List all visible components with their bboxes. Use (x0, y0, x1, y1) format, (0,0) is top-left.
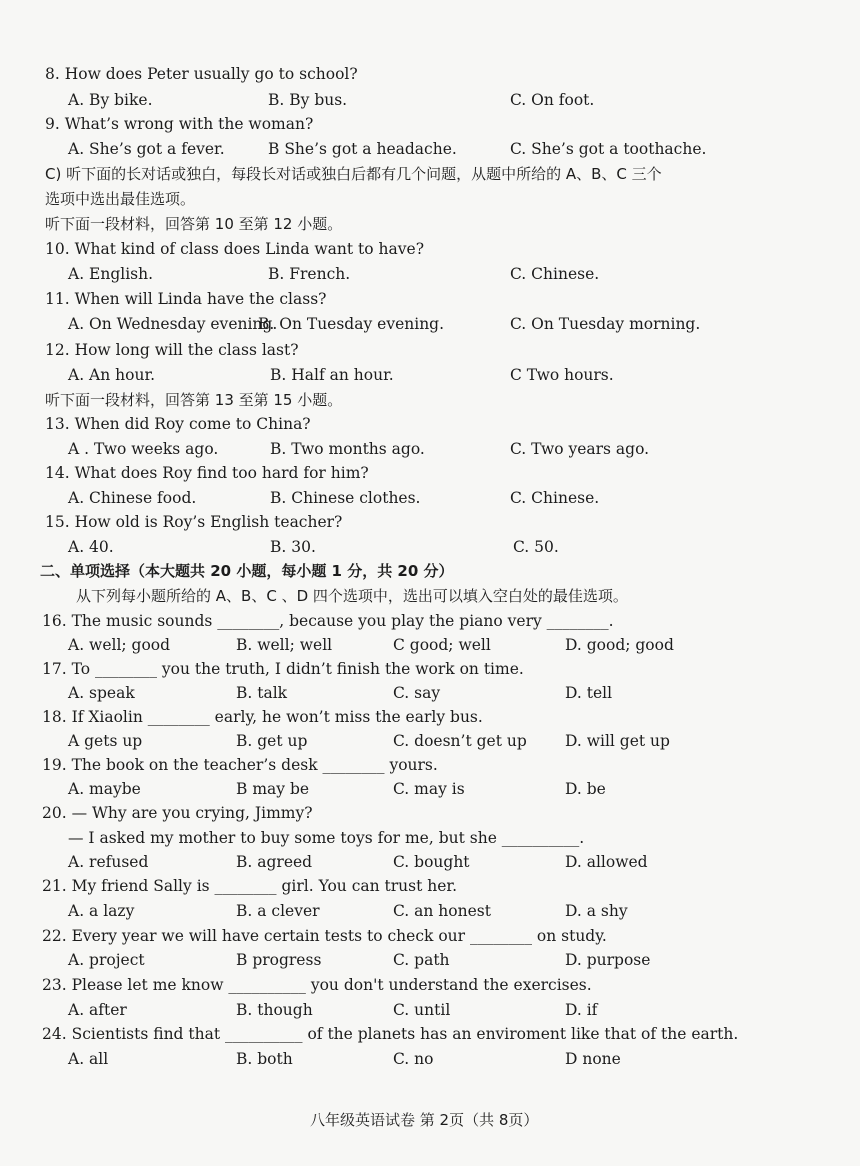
question-20-options (0, 850, 860, 874)
question-24 (0, 1022, 860, 1046)
section-c-instruction (0, 162, 860, 186)
option-a: A. all (68, 1050, 109, 1068)
option-d: D. purpose (565, 951, 651, 969)
option-c: C. path (393, 951, 450, 969)
option-c: C. Chinese. (510, 265, 600, 283)
option-b: B. agreed (236, 853, 313, 871)
question-15 (0, 510, 860, 534)
option-a: A. maybe (68, 780, 141, 798)
option-c: C. an honest (393, 902, 491, 920)
question-12-options (0, 363, 860, 387)
question-text: 11. When will Linda have the class? (45, 290, 327, 308)
question-text: 10. What kind of class does Linda want to have? (45, 240, 425, 258)
question-text: 16. The music sounds ________, because you play the piano very ________. (42, 612, 614, 630)
option-a: A. project (68, 951, 145, 969)
option-b: B may be (236, 780, 310, 798)
option-b: B. By bus. (268, 91, 348, 109)
question-text: 17. To ________ you the truth, I didn’t finish the work on time. (42, 660, 524, 678)
option-a: A. refused (68, 853, 149, 871)
question-21-options (0, 899, 860, 923)
question-9-options (0, 137, 860, 161)
option-c: C. Two years ago. (510, 440, 650, 458)
question-text: 12. How long will the class last? (45, 341, 299, 359)
question-17-options (0, 681, 860, 705)
option-b: B progress (236, 951, 322, 969)
option-c: C. doesn’t get up (393, 732, 527, 750)
question-8-options (0, 88, 860, 112)
option-d: D. be (565, 780, 606, 798)
question-10 (0, 237, 860, 261)
question-20-reply (0, 826, 860, 850)
option-d: D none (565, 1050, 621, 1068)
option-c: C. On foot. (510, 91, 595, 109)
option-d: D. if (565, 1001, 598, 1019)
question-text: 9. What’s wrong with the woman? (45, 115, 314, 133)
question-text: 23. Please let me know __________ you don't understand the exercises. (42, 976, 592, 994)
option-b: B. get up (236, 732, 308, 750)
question-13 (0, 412, 860, 436)
group-instruction: 听下面一段材料，回答第 13 至第 15 小题。 (45, 391, 343, 409)
option-b: B. 30. (270, 538, 316, 556)
option-b: B. though (236, 1001, 313, 1019)
option-a: A. a lazy (68, 902, 135, 920)
question-19-options (0, 777, 860, 801)
section-2-heading (0, 559, 860, 583)
question-15-options (0, 535, 860, 559)
instruction-line-1: C) 听下面的长对话或独白，每段长对话或独白后都有几个问题，从题中所给的 A、B、C 三个 (45, 165, 662, 183)
question-text: 8. How does Peter usually go to school? (45, 65, 358, 83)
option-a: A. English. (68, 265, 154, 283)
question-16 (0, 609, 860, 633)
option-c: C. 50. (513, 538, 559, 556)
question-text: 15. How old is Roy’s English teacher? (45, 513, 343, 531)
question-8 (0, 62, 860, 86)
question-text: 14. What does Roy find too hard for him? (45, 464, 369, 482)
question-11 (0, 287, 860, 311)
question-22 (0, 924, 860, 948)
group-1-instruction (0, 212, 860, 236)
option-a: A . Two weeks ago. (68, 440, 219, 458)
section-c-instruction-cont (0, 187, 860, 211)
question-22-options (0, 948, 860, 972)
question-24-options (0, 1047, 860, 1071)
question-14-options (0, 486, 860, 510)
option-a: A gets up (68, 732, 143, 750)
option-b: B. Half an hour. (270, 366, 394, 384)
question-10-options (0, 262, 860, 286)
option-a: A. 40. (68, 538, 114, 556)
question-text: 13. When did Roy come to China? (45, 415, 311, 433)
option-b: B. On Tuesday evening. (258, 315, 445, 333)
option-a: A. On Wednesday evening. (68, 315, 278, 333)
question-text: 19. The book on the teacher’s desk ________ yours. (42, 756, 438, 774)
option-c: C. On Tuesday morning. (510, 315, 701, 333)
option-a: A. By bike. (68, 91, 153, 109)
footer-text: 八年级英语试卷 第 2页（共 8页） (310, 1111, 539, 1129)
section-heading: 二、单项选择（本大题共 20 小题，每小题 1 分，共 20 分） (40, 562, 454, 580)
option-c: C. She’s got a toothache. (510, 140, 707, 158)
option-d: D. good; good (565, 636, 674, 654)
instruction-line-2: 选项中选出最佳选项。 (45, 190, 196, 208)
question-18-options (0, 729, 860, 753)
option-a: A. An hour. (68, 366, 156, 384)
option-a: A. after (68, 1001, 127, 1019)
option-d: D. a shy (565, 902, 628, 920)
question-23-options (0, 998, 860, 1022)
question-20 (0, 801, 860, 825)
question-12 (0, 338, 860, 362)
question-17 (0, 657, 860, 681)
option-b: B. a clever (236, 902, 320, 920)
option-c: C. until (393, 1001, 451, 1019)
option-b: B. Chinese clothes. (270, 489, 421, 507)
page-footer (0, 1108, 860, 1132)
question-11-options (0, 312, 860, 336)
option-c: C good; well (393, 636, 491, 654)
option-d: D. tell (565, 684, 613, 702)
question-text: 21. My friend Sally is ________ girl. You can trust her. (42, 877, 458, 895)
question-text: 18. If Xiaolin ________ early, he won’t miss the early bus. (42, 708, 483, 726)
option-c: C. no (393, 1050, 434, 1068)
question-18 (0, 705, 860, 729)
option-a: A. She’s got a fever. (68, 140, 225, 158)
option-b: B. well; well (236, 636, 333, 654)
section-instruction: 从下列每小题所给的 A、B、C 、D 四个选项中，选出可以填入空白处的最佳选项。 (76, 587, 628, 605)
option-c: C. bought (393, 853, 470, 871)
question-text: 20. — Why are you crying, Jimmy? (42, 804, 313, 822)
section-2-instruction (0, 584, 860, 608)
option-a: A. well; good (68, 636, 171, 654)
option-a: A. Chinese food. (68, 489, 197, 507)
option-c: C. Chinese. (510, 489, 600, 507)
group-2-instruction (0, 388, 860, 412)
question-14 (0, 461, 860, 485)
option-c: C. may is (393, 780, 465, 798)
question-text: 24. Scientists find that __________ of the planets has an enviroment like that of the earth. (42, 1025, 739, 1043)
option-d: D. allowed (565, 853, 648, 871)
question-16-options (0, 633, 860, 657)
option-b: B. talk (236, 684, 288, 702)
question-9 (0, 112, 860, 136)
question-23 (0, 973, 860, 997)
option-a: A. speak (68, 684, 135, 702)
question-19 (0, 753, 860, 777)
question-21 (0, 874, 860, 898)
dialogue-reply: — I asked my mother to buy some toys for me, but she __________. (68, 829, 585, 847)
question-text: 22. Every year we will have certain tests to check our ________ on study. (42, 927, 607, 945)
option-d: D. will get up (565, 732, 670, 750)
option-b: B. French. (268, 265, 351, 283)
question-13-options (0, 437, 860, 461)
option-b: B. both (236, 1050, 293, 1068)
group-instruction: 听下面一段材料，回答第 10 至第 12 小题。 (45, 215, 343, 233)
option-c: C Two hours. (510, 366, 614, 384)
option-b: B She’s got a headache. (268, 140, 457, 158)
option-c: C. say (393, 684, 441, 702)
option-b: B. Two months ago. (270, 440, 425, 458)
